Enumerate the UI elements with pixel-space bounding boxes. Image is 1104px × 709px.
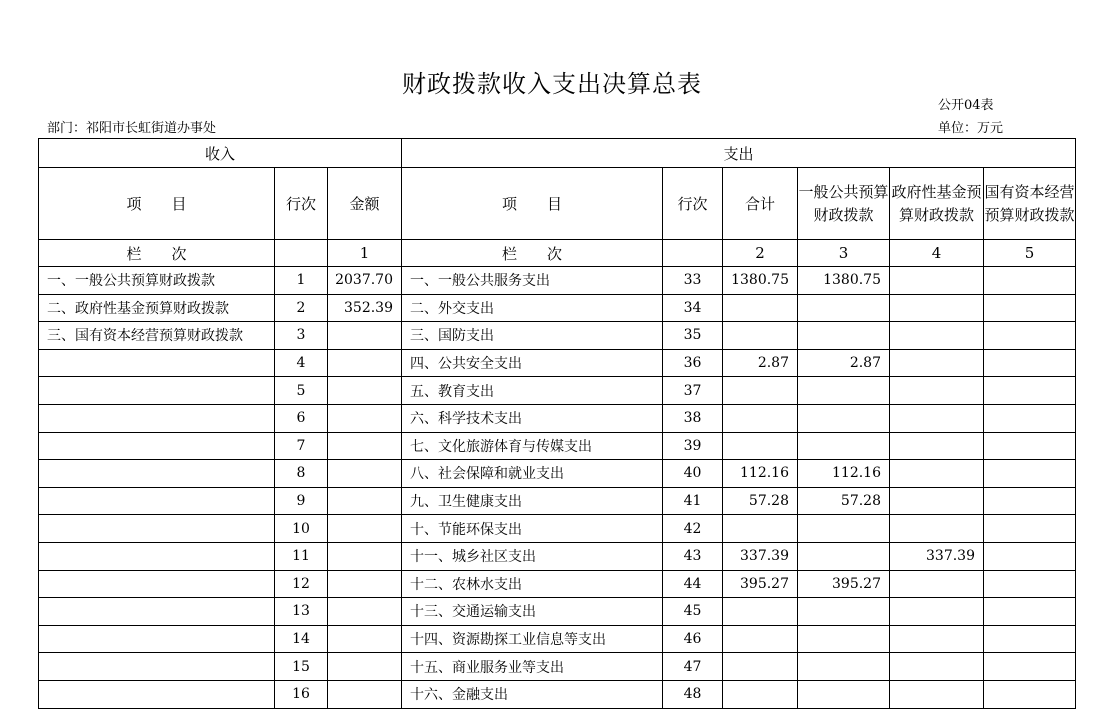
page-title: 财政拨款收入支出决算总表 xyxy=(402,70,702,98)
income-amount-cell xyxy=(328,322,402,350)
expense-item-cell: 三、国防支出 xyxy=(402,322,663,350)
total-cell: 337.39 xyxy=(723,542,798,570)
col-empty xyxy=(275,240,328,267)
total-cell xyxy=(723,294,798,322)
col-label-income: 栏 次 xyxy=(39,240,275,267)
col-number-5: 5 xyxy=(984,240,1076,267)
total-cell xyxy=(723,515,798,543)
income-amount-cell xyxy=(328,460,402,488)
income-item-cell xyxy=(39,653,275,681)
income-amount-cell xyxy=(328,542,402,570)
income-line-no-cell: 9 xyxy=(275,487,328,515)
income-amount-cell xyxy=(328,653,402,681)
total-cell xyxy=(723,598,798,626)
expense-header: 支出 xyxy=(402,139,1076,168)
state-capital-cell xyxy=(984,515,1076,543)
income-line-no-cell: 16 xyxy=(275,680,328,708)
expense-item-cell: 十五、商业服务业等支出 xyxy=(402,653,663,681)
general-budget-cell: 112.16 xyxy=(798,460,890,488)
gov-fund-cell xyxy=(890,653,984,681)
expense-line-no-cell: 48 xyxy=(663,680,723,708)
state-capital-cell xyxy=(984,294,1076,322)
income-item-cell xyxy=(39,432,275,460)
table-row xyxy=(39,322,1076,350)
expense-line-no-cell: 38 xyxy=(663,404,723,432)
gov-fund-cell xyxy=(890,267,984,295)
gov-fund-cell xyxy=(890,680,984,708)
income-amount-cell xyxy=(328,598,402,626)
gov-fund-cell xyxy=(890,294,984,322)
general-budget-cell xyxy=(798,377,890,405)
general-budget-header: 一般公共预算财政拨款 xyxy=(798,168,890,240)
gov-fund-cell xyxy=(890,487,984,515)
general-budget-cell xyxy=(798,322,890,350)
table-row xyxy=(39,349,1076,377)
total-cell xyxy=(723,377,798,405)
state-capital-cell xyxy=(984,570,1076,598)
col-empty xyxy=(663,240,723,267)
general-budget-cell: 2.87 xyxy=(798,349,890,377)
total-cell xyxy=(723,432,798,460)
general-budget-cell xyxy=(798,653,890,681)
general-budget-cell xyxy=(798,432,890,460)
col-number-2: 2 xyxy=(723,240,798,267)
income-line-no-cell: 6 xyxy=(275,404,328,432)
department-label: 部门：祁阳市长虹街道办事处 xyxy=(47,121,217,136)
col-number-4: 4 xyxy=(890,240,984,267)
gov-fund-cell xyxy=(890,598,984,626)
income-amount-cell xyxy=(328,349,402,377)
total-cell: 112.16 xyxy=(723,460,798,488)
income-item-cell xyxy=(39,349,275,377)
income-header: 收入 xyxy=(39,139,402,168)
income-item-cell: 一、一般公共预算财政拨款 xyxy=(39,267,275,295)
income-amount-cell xyxy=(328,377,402,405)
state-capital-cell xyxy=(984,542,1076,570)
gov-fund-cell xyxy=(890,432,984,460)
state-capital-cell xyxy=(984,377,1076,405)
col-number-1: 1 xyxy=(328,240,402,267)
expense-item-cell: 十六、金融支出 xyxy=(402,680,663,708)
income-item-cell xyxy=(39,680,275,708)
income-item-cell xyxy=(39,542,275,570)
state-capital-cell xyxy=(984,460,1076,488)
income-item-cell xyxy=(39,460,275,488)
general-budget-cell xyxy=(798,515,890,543)
gov-fund-cell xyxy=(890,322,984,350)
expense-line-no-cell: 39 xyxy=(663,432,723,460)
general-budget-cell xyxy=(798,598,890,626)
expense-item-cell: 六、科学技术支出 xyxy=(402,404,663,432)
income-item-header: 项 目 xyxy=(39,168,275,240)
general-budget-cell xyxy=(798,625,890,653)
income-line-no-cell: 3 xyxy=(275,322,328,350)
general-budget-cell xyxy=(798,294,890,322)
expense-item-cell: 一、一般公共服务支出 xyxy=(402,267,663,295)
table-row xyxy=(39,542,1076,570)
income-line-no-cell: 7 xyxy=(275,432,328,460)
general-budget-cell xyxy=(798,542,890,570)
income-amount-cell xyxy=(328,515,402,543)
expense-line-no-cell: 46 xyxy=(663,625,723,653)
total-header: 合计 xyxy=(723,168,798,240)
gov-fund-cell xyxy=(890,625,984,653)
general-budget-cell: 1380.75 xyxy=(798,267,890,295)
gov-fund-cell xyxy=(890,404,984,432)
income-line-no-cell: 10 xyxy=(275,515,328,543)
general-budget-cell: 57.28 xyxy=(798,487,890,515)
table-row xyxy=(39,377,1076,405)
income-amount-header: 金额 xyxy=(328,168,402,240)
table-row xyxy=(39,267,1076,295)
col-number-3: 3 xyxy=(798,240,890,267)
gov-fund-cell xyxy=(890,377,984,405)
income-line-no-cell: 14 xyxy=(275,625,328,653)
general-budget-cell: 395.27 xyxy=(798,570,890,598)
income-item-cell xyxy=(39,570,275,598)
general-budget-cell xyxy=(798,680,890,708)
total-cell xyxy=(723,322,798,350)
expense-item-cell: 十二、农林水支出 xyxy=(402,570,663,598)
expense-item-cell: 十、节能环保支出 xyxy=(402,515,663,543)
expense-item-cell: 二、外交支出 xyxy=(402,294,663,322)
total-cell xyxy=(723,625,798,653)
total-cell: 395.27 xyxy=(723,570,798,598)
total-cell xyxy=(723,404,798,432)
expense-item-cell: 四、公共安全支出 xyxy=(402,349,663,377)
budget-table xyxy=(38,138,1076,709)
gov-fund-cell xyxy=(890,349,984,377)
total-cell xyxy=(723,653,798,681)
expense-line-no-cell: 34 xyxy=(663,294,723,322)
expense-line-no-cell: 36 xyxy=(663,349,723,377)
income-line-no-cell: 12 xyxy=(275,570,328,598)
expense-item-cell: 五、教育支出 xyxy=(402,377,663,405)
expense-item-header: 项 目 xyxy=(402,168,663,240)
table-row xyxy=(39,680,1076,708)
expense-line-no-cell: 45 xyxy=(663,598,723,626)
expense-item-cell: 十一、城乡社区支出 xyxy=(402,542,663,570)
income-amount-cell xyxy=(328,680,402,708)
general-budget-cell xyxy=(798,404,890,432)
state-capital-cell xyxy=(984,598,1076,626)
income-item-cell xyxy=(39,377,275,405)
state-capital-cell xyxy=(984,653,1076,681)
income-line-no-cell: 13 xyxy=(275,598,328,626)
total-cell: 2.87 xyxy=(723,349,798,377)
table-row xyxy=(39,294,1076,322)
income-line-no-header: 行次 xyxy=(275,168,328,240)
state-capital-cell xyxy=(984,625,1076,653)
expense-line-no-cell: 44 xyxy=(663,570,723,598)
expense-line-no-cell: 43 xyxy=(663,542,723,570)
income-line-no-cell: 5 xyxy=(275,377,328,405)
income-item-cell: 二、政府性基金预算财政拨款 xyxy=(39,294,275,322)
gov-fund-cell xyxy=(890,460,984,488)
income-item-cell xyxy=(39,515,275,543)
table-row xyxy=(39,487,1076,515)
income-line-no-cell: 8 xyxy=(275,460,328,488)
gov-fund-cell xyxy=(890,570,984,598)
expense-item-cell: 十四、资源勘探工业信息等支出 xyxy=(402,625,663,653)
unit-label: 单位：万元 xyxy=(938,121,1004,136)
expense-line-no-cell: 35 xyxy=(663,322,723,350)
income-item-cell xyxy=(39,625,275,653)
income-line-no-cell: 4 xyxy=(275,349,328,377)
table-row xyxy=(39,598,1076,626)
gov-fund-cell: 337.39 xyxy=(890,542,984,570)
col-label-expense: 栏 次 xyxy=(402,240,663,267)
income-item-cell: 三、国有资本经营预算财政拨款 xyxy=(39,322,275,350)
state-capital-cell xyxy=(984,680,1076,708)
table-row xyxy=(39,515,1076,543)
state-capital-cell xyxy=(984,267,1076,295)
expense-item-cell: 九、卫生健康支出 xyxy=(402,487,663,515)
expense-item-cell: 八、社会保障和就业支出 xyxy=(402,460,663,488)
income-amount-cell: 352.39 xyxy=(328,294,402,322)
income-amount-cell: 2037.70 xyxy=(328,267,402,295)
gov-fund-header: 政府性基金预算财政拨款 xyxy=(890,168,984,240)
income-amount-cell xyxy=(328,625,402,653)
expense-line-no-cell: 41 xyxy=(663,487,723,515)
income-amount-cell xyxy=(328,570,402,598)
total-cell xyxy=(723,680,798,708)
table-row xyxy=(39,653,1076,681)
table-row xyxy=(39,404,1076,432)
expense-line-no-cell: 33 xyxy=(663,267,723,295)
income-item-cell xyxy=(39,598,275,626)
expense-line-no-cell: 47 xyxy=(663,653,723,681)
income-amount-cell xyxy=(328,432,402,460)
state-capital-cell xyxy=(984,487,1076,515)
expense-item-cell: 十三、交通运输支出 xyxy=(402,598,663,626)
total-cell: 1380.75 xyxy=(723,267,798,295)
income-amount-cell xyxy=(328,404,402,432)
income-line-no-cell: 11 xyxy=(275,542,328,570)
table-row xyxy=(39,625,1076,653)
table-row xyxy=(39,432,1076,460)
income-item-cell xyxy=(39,404,275,432)
gov-fund-cell xyxy=(890,515,984,543)
expense-line-no-cell: 37 xyxy=(663,377,723,405)
income-item-cell xyxy=(39,487,275,515)
table-row xyxy=(39,460,1076,488)
state-capital-cell xyxy=(984,404,1076,432)
state-capital-cell xyxy=(984,349,1076,377)
income-line-no-cell: 15 xyxy=(275,653,328,681)
state-capital-cell xyxy=(984,432,1076,460)
income-amount-cell xyxy=(328,487,402,515)
expense-line-no-header: 行次 xyxy=(663,168,723,240)
expense-line-no-cell: 40 xyxy=(663,460,723,488)
state-capital-cell xyxy=(984,322,1076,350)
state-capital-header: 国有资本经营预算财政拨款 xyxy=(984,168,1076,240)
expense-item-cell: 七、文化旅游体育与传媒支出 xyxy=(402,432,663,460)
expense-line-no-cell: 42 xyxy=(663,515,723,543)
income-line-no-cell: 2 xyxy=(275,294,328,322)
table-row xyxy=(39,570,1076,598)
income-line-no-cell: 1 xyxy=(275,267,328,295)
form-code: 公开04表 xyxy=(938,98,994,113)
total-cell: 57.28 xyxy=(723,487,798,515)
